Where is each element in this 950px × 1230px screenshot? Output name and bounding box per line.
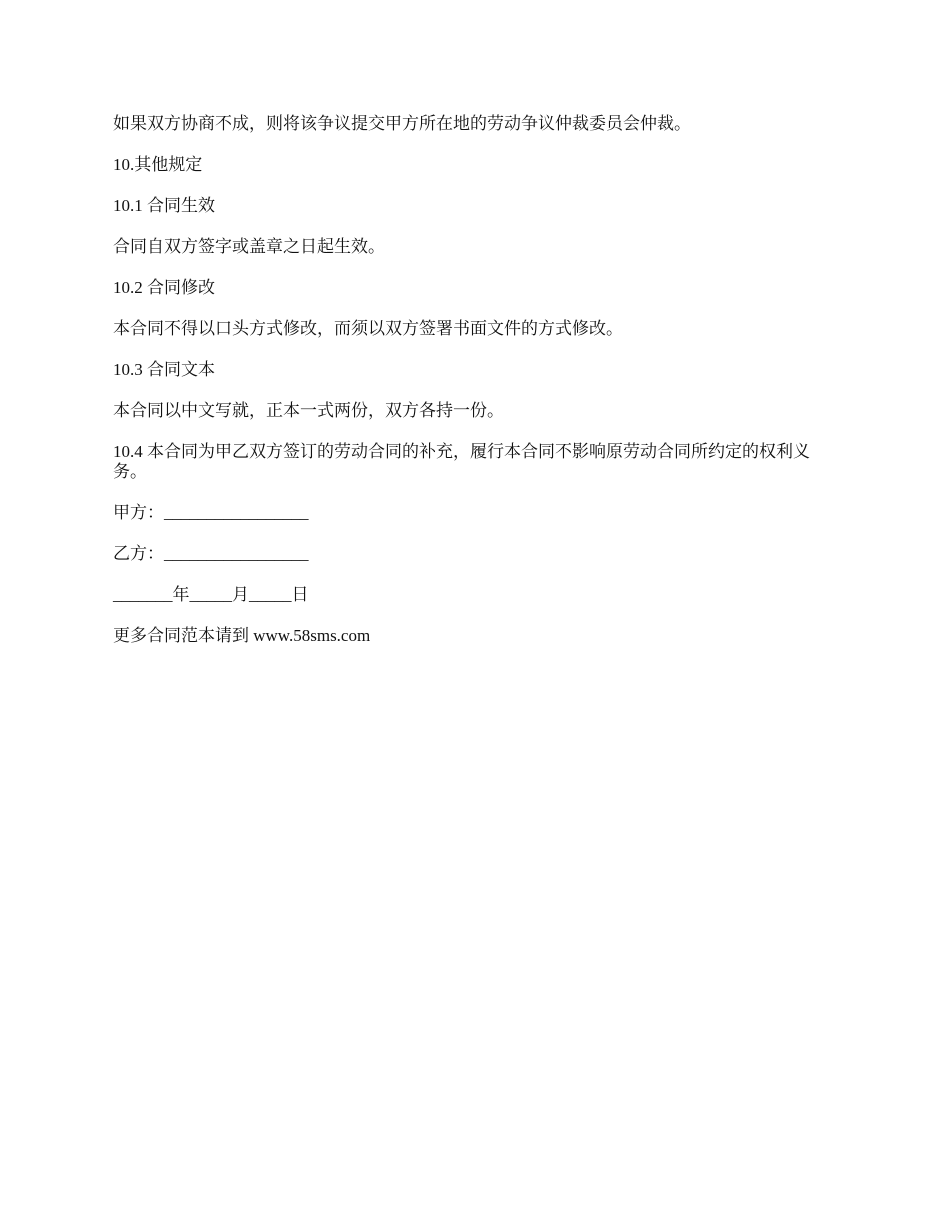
party-a-signature-line: 甲方：_________________	[113, 503, 309, 522]
dispute-arbitration-clause: 如果双方协商不成，则将该争议提交甲方所在地的劳动争议仲裁委员会仲裁。	[113, 114, 691, 133]
text-clause: 本合同以中文写就，正本一式两份，双方各持一份。	[113, 401, 504, 420]
subsection-heading-effectiveness: 10.1 合同生效	[113, 196, 215, 215]
date-line: _______年_____月_____日	[113, 585, 309, 604]
amendment-clause: 本合同不得以口头方式修改，而须以双方签署书面文件的方式修改。	[113, 319, 623, 338]
section-heading-other-provisions: 10.其他规定	[113, 155, 203, 174]
footer-more-templates: 更多合同范本请到 www.58sms.com	[113, 626, 371, 645]
party-b-signature-line: 乙方：_________________	[113, 544, 309, 563]
supplement-clause: 10.4 本合同为甲乙双方签订的劳动合同的补充，履行本合同不影响原劳动合同所约定的权利义务。	[113, 442, 810, 481]
document-body	[113, 114, 843, 667]
subsection-heading-text: 10.3 合同文本	[113, 360, 215, 379]
effectiveness-clause: 合同自双方签字或盖章之日起生效。	[113, 237, 385, 256]
subsection-heading-amendment: 10.2 合同修改	[113, 278, 215, 297]
